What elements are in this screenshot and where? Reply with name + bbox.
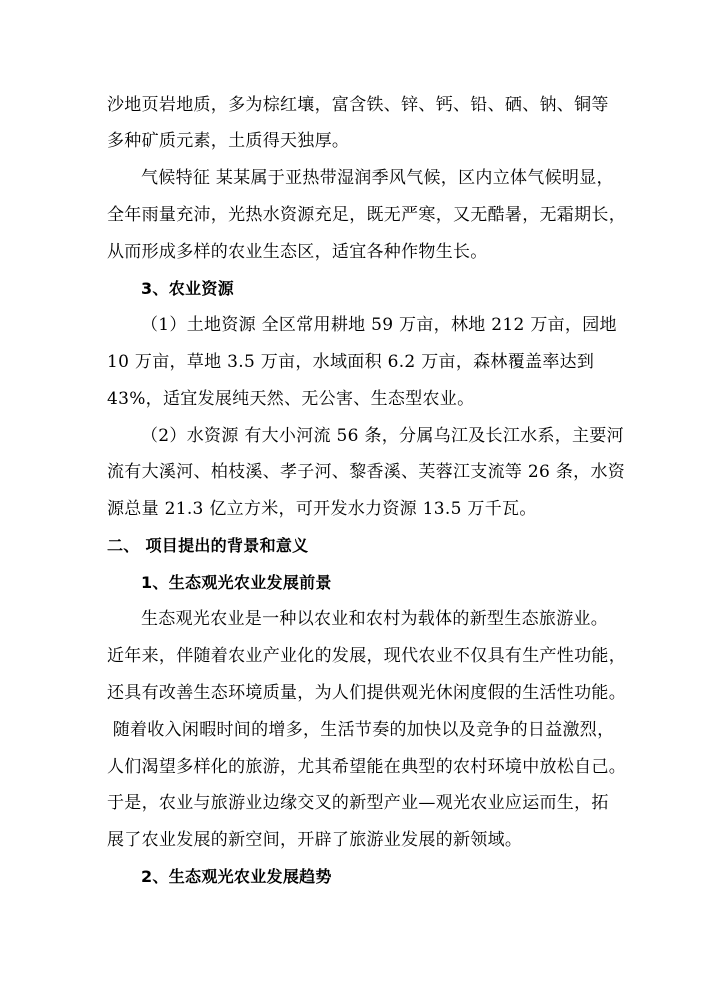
body-text-line: （1）土地资源 全区常用耕地 59 万亩，林地 212 万亩，园地 — [141, 315, 617, 335]
body-text-line: 多种矿质元素，土质得天独厚。 — [107, 131, 350, 151]
body-text-line: 流有大溪河、柏枝溪、孝子河、黎香溪、芙蓉江支流等 26 条，水资 — [107, 462, 626, 482]
body-text-line: 随着收入闲暇时间的增多，生活节奏的加快以及竞争的日益激烈， — [107, 720, 615, 740]
section-heading: 2、生态观光农业发展趋势 — [141, 867, 332, 886]
body-text-line: （2）水资源 有大小河流 56 条，分属乌江及长江水系，主要河 — [141, 426, 624, 446]
body-text-line: 近年来，伴随着农业产业化的发展，现代农业不仅具有生产性功能， — [107, 646, 626, 666]
body-text-line: 源总量 21.3 亿立方米，可开发水力资源 13.5 万千瓦。 — [107, 499, 537, 519]
body-text-line: 沙地页岩地质，多为棕红壤，富含铁、锌、钙、铅、硒、钠、铜等 — [107, 95, 609, 115]
body-text-line: 气候特征 某某属于亚热带湿润季风气候，区内立体气候明显， — [141, 168, 614, 188]
body-text-line: 于是，农业与旅游业边缘交叉的新型产业—观光农业应运而生，拓 — [107, 793, 609, 813]
chapter-heading: 二、 项目提出的背景和意义 — [107, 536, 309, 555]
body-text-line: 生态观光农业是一种以农业和农村为载体的新型生态旅游业。 — [141, 609, 609, 629]
section-heading: 1、生态观光农业发展前景 — [141, 573, 332, 592]
body-text-line: 10 万亩，草地 3.5 万亩，水域面积 6.2 万亩，森林覆盖率达到 — [107, 352, 595, 372]
section-heading: 3、农业资源 — [141, 279, 234, 298]
body-text-line: 43%，适宜发展纯天然、无公害、生态型农业。 — [107, 389, 475, 409]
body-text-line: 人们渴望多样化的旅游，尤其希望能在典型的农村环境中放松自己。 — [107, 757, 626, 777]
body-text-line: 还具有改善生态环境质量，为人们提供观光休闲度假的生活性功能。 — [107, 683, 626, 703]
body-text-line: 展了农业发展的新空间，开辟了旅游业发展的新领域。 — [107, 830, 523, 850]
body-text-line: 全年雨量充沛，光热水资源充足，既无严寒，又无酷暑，无霜期长， — [107, 205, 626, 225]
body-text-line: 从而形成多样的农业生态区，适宜各种作物生长。 — [107, 242, 488, 262]
